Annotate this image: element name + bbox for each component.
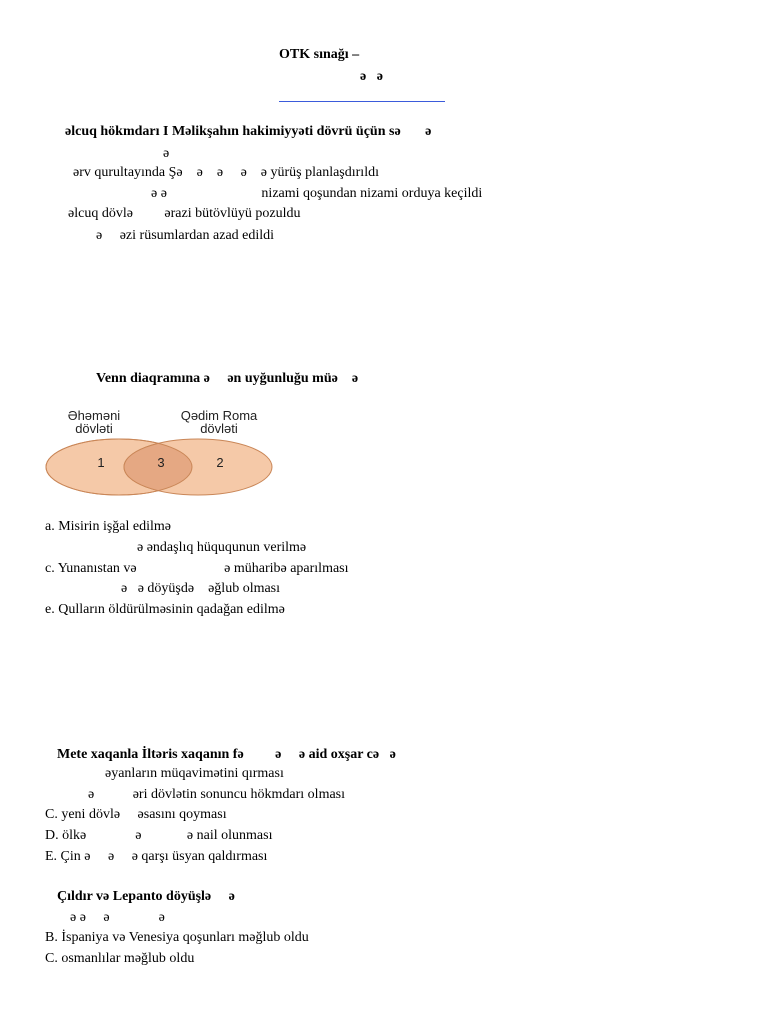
question-3: Mete xaqanla İltəris xaqanın fə ə ə aid oxşar cə ə bbox=[57, 747, 396, 762]
venn-label-right-line2: dövləti bbox=[200, 421, 238, 436]
q2-option-a: a. Misirin işğal edilmə bbox=[45, 519, 171, 534]
q1-option-5: ə əzi rüsumlardan azad edildi bbox=[96, 228, 275, 243]
q2-option-b: ə əndaşlıq hüququnun verilmə bbox=[137, 540, 307, 555]
venn-diagram bbox=[40, 400, 280, 505]
q4-option-a: ə ə ə ə bbox=[70, 910, 165, 925]
q1-option-2: ərv qurultayında Şə ə ə ə ə yürüş planlaşdırıldı bbox=[73, 165, 379, 180]
q4-option-c: C. osmanlılar məğlub oldu bbox=[45, 951, 195, 966]
q2-option-e: e. Qulların öldürülməsinin qadağan edilmə bbox=[45, 602, 285, 617]
page-title: OTK sınağı – bbox=[279, 47, 360, 62]
venn-label-right-line1: Qədim Roma bbox=[180, 408, 258, 423]
q1-option-3: ə ə nizami qoşundan nizami orduya keçildi bbox=[151, 186, 483, 201]
q1-option-4: əlcuq dövlə ərazi bütövlüyü pozuldu bbox=[68, 206, 301, 221]
q2-option-c: c. Yunanıstan və ə müharibə aparılması bbox=[45, 561, 349, 576]
venn-region-2: 2 bbox=[216, 455, 224, 470]
question-2: Venn diaqramına ə ən uyğunluğu müə ə bbox=[96, 371, 359, 386]
q2-option-d: ə ə döyüşdə əğlub olması bbox=[121, 581, 281, 596]
venn-label-left-line1: Əhəməni bbox=[67, 408, 121, 423]
venn-label-left-line2: dövləti bbox=[75, 421, 113, 436]
q3-option-a: əyanların müqavimətini qırması bbox=[105, 766, 284, 781]
q3-option-c: C. yeni dövlə əsasını qoyması bbox=[45, 807, 227, 822]
q4-option-b: B. İspaniya və Venesiya qoşunları məğlub oldu bbox=[45, 930, 309, 945]
venn-region-1: 1 bbox=[97, 455, 105, 470]
page-subtitle: ə ə bbox=[360, 69, 383, 84]
venn-region-3: 3 bbox=[157, 455, 165, 470]
q3-option-e: E. Çin ə ə ə qarşı üsyan qaldırması bbox=[45, 849, 268, 864]
q3-option-d: D. ölkə ə ə nail olunması bbox=[45, 828, 273, 843]
q1-option-1: ə bbox=[163, 146, 170, 161]
title-underline bbox=[279, 101, 445, 102]
q3-option-b: ə əri dövlətin sonuncu hökmdarı olması bbox=[88, 787, 346, 802]
question-4: Çıldır və Lepanto döyüşlə ə bbox=[57, 889, 235, 904]
question-1: əlcuq hökmdarı I Məlikşahın hakimiyyəti dövrü üçün sə ə bbox=[65, 124, 432, 139]
